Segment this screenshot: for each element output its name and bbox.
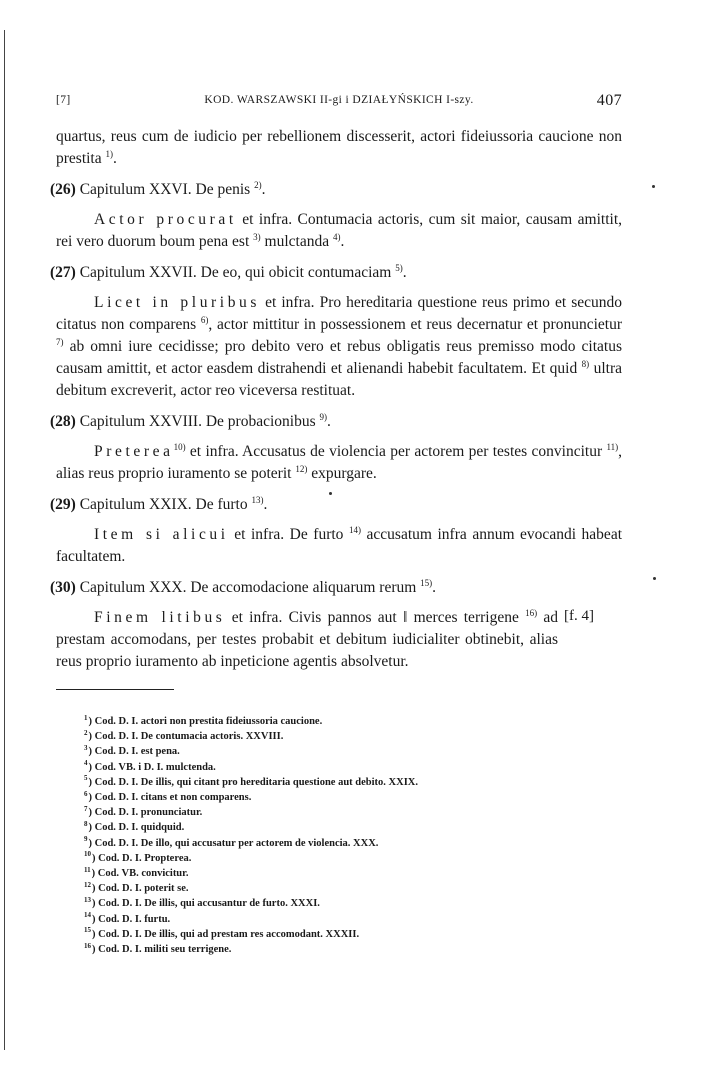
- footnotes: [84, 714, 604, 957]
- footnote-ref[interactable]: 13): [251, 494, 264, 505]
- paragraph-continuation: quartus, reus cum de iudicio per rebellionem discesserit, actori fideiussoria caucione non prestita $^{1)}$.: [56, 128, 622, 167]
- footnote-item: $^3$) Cod. D. I. est pena.: [84, 743, 180, 758]
- paragraph-28: Preterea$^{10)}$ et infra. Accusatus de violencia per actorem per testes convincitur $^{11)}$, alias reus proprio iuramento se poterit $^{12)}$ expurgare.: [56, 441, 622, 482]
- paragraph-26: Actor procurat et infra. Contumacia actoris, cum sit maior, causam amittit, rei vero duorum boum pena est $^{3)}$ mulctanda $^{4)}$.: [56, 211, 622, 250]
- scan-speck: [329, 492, 332, 495]
- footnote-item: $^8$) Cod. D. I. quidquid.: [84, 819, 185, 834]
- footnote-ref[interactable]: 11): [606, 441, 619, 452]
- footnote-item: $^7$) Cod. D. I. pronunciatur.: [84, 804, 203, 819]
- footnote-item: $^{13}$) Cod. D. I. De illis, qui accusantur de furto. XXXI.: [84, 895, 320, 910]
- footnote-item: $^9$) Cod. D. I. De illo, qui accusatur per actorem de violencia. XXX.: [84, 835, 379, 849]
- footnote-item: $^2$) Cod. D. I. De contumacia actoris. XXVIII.: [84, 728, 284, 743]
- footnote-ref[interactable]: 3): [253, 231, 261, 242]
- footnote-ref[interactable]: 9): [319, 411, 327, 422]
- chapter-heading-30: (30) Capitulum XXX. De accomodacione aliquarum rerum $^{15)}$.: [50, 577, 437, 596]
- page-number: 407: [596, 92, 622, 109]
- footnote-item: $^{14}$) Cod. D. I. furtu.: [84, 911, 171, 925]
- incipit: Licet in pluribus: [94, 294, 261, 311]
- footnote-item: $^5$) Cod. D. I. De illis, qui citant pro hereditaria questione aut debito. XXIX.: [84, 774, 419, 788]
- chapter-heading-26: (26) Capitulum XXVI. De penis $^{2)}$.: [50, 179, 266, 198]
- incipit: Finem litibus: [94, 609, 226, 626]
- footnote-item: $^{10}$) Cod. D. I. Propterea.: [84, 850, 192, 864]
- footnote-ref[interactable]: 14): [348, 524, 361, 535]
- chapter-heading-29: (29) Capitulum XXIX. De furto $^{13)}$.: [50, 494, 268, 513]
- chapter-heading-28: (28) Capitulum XXVIII. De probacionibus $^{9)}$.: [50, 411, 331, 430]
- paragraph-29: Item si alicui et infra. De furto $^{14)}$ accusatum infra annum evocandi habeat facultatem.: [56, 524, 623, 565]
- footnote-ref[interactable]: 15): [420, 577, 433, 588]
- footnote-item: $^{11}$) Cod. VB. convicitur.: [84, 865, 189, 880]
- running-header: [56, 92, 622, 112]
- incipit: Actor procurat: [94, 211, 237, 228]
- footnote-ref[interactable]: 2): [254, 179, 262, 190]
- footnote-ref[interactable]: 7): [56, 336, 64, 347]
- footnote-item: $^4$) Cod. VB. i D. I. mulctenda.: [84, 759, 216, 773]
- footnote-ref[interactable]: 16): [525, 607, 538, 618]
- footnote-ref[interactable]: 1): [105, 148, 113, 159]
- footnote-item: $^{12}$) Cod. D. I. poterit se.: [84, 880, 189, 895]
- footnote-item: $^6$) Cod. D. I. citans et non comparens.: [84, 789, 252, 804]
- main-text: [50, 126, 623, 673]
- page-edge-rule: [4, 30, 5, 1050]
- scan-speck: [652, 185, 655, 188]
- footnote-item: $^{15}$) Cod. D. I. De illis, qui ad prestam res accomodant. XXXII.: [84, 926, 360, 940]
- footnote-item: $^1$) Cod. D. I. actori non prestita fideiussoria caucione.: [84, 713, 323, 727]
- footnote-ref[interactable]: 12): [295, 463, 308, 474]
- footnote-ref[interactable]: 8): [581, 358, 590, 369]
- header-section-mark: [7]: [56, 94, 71, 106]
- footnote-ref[interactable]: 6): [200, 314, 209, 325]
- folio-marginal-note: [f. 4]: [564, 608, 594, 624]
- footnote-ref[interactable]: 4): [332, 231, 341, 242]
- chapter-heading-27: (27) Capitulum XXVII. De eo, qui obicit contumaciam $^{5)}$.: [50, 262, 407, 281]
- footnote-ref[interactable]: 5): [395, 262, 403, 273]
- footnote-ref[interactable]: 10): [173, 441, 186, 452]
- header-title: KOD. WARSZAWSKI II-gi i DZIAŁYŃSKICH I-szy.: [204, 94, 474, 106]
- footnote-item: $^{16}$) Cod. D. I. militi seu terrigene.: [84, 941, 232, 956]
- scan-speck: [653, 577, 656, 580]
- paragraph-27: Licet in pluribus et infra. Pro hereditaria questione reus primo et secundo citatus non comparens $^{6)}$, actor mittitur in possessionem et reus decernatur et pronuncietur $^{7)}$ ab omni iure cecidisse; pro debito vero et rebus obligatis reus premisso modo citatus causam amittit, et actor easdem distrahendi et alienandi habebit facultatem. Et quid $^{8)}$ ultra debitum excreverit, actor reo viceversa restituat.: [56, 294, 623, 399]
- incipit: Item si alicui: [94, 526, 229, 543]
- incipit: Preterea: [94, 443, 174, 460]
- paragraph-30: Finem litibus et infra. Civis pannos aut ‖ merces terrigene $^{16)}$ ad prestam accomodans, per testes probabit et debitum iudicialiter obtinebit, alias reus proprio iuramento ab inpeticione agentis absolvetur.: [56, 607, 559, 670]
- footnote-separator: [56, 689, 174, 690]
